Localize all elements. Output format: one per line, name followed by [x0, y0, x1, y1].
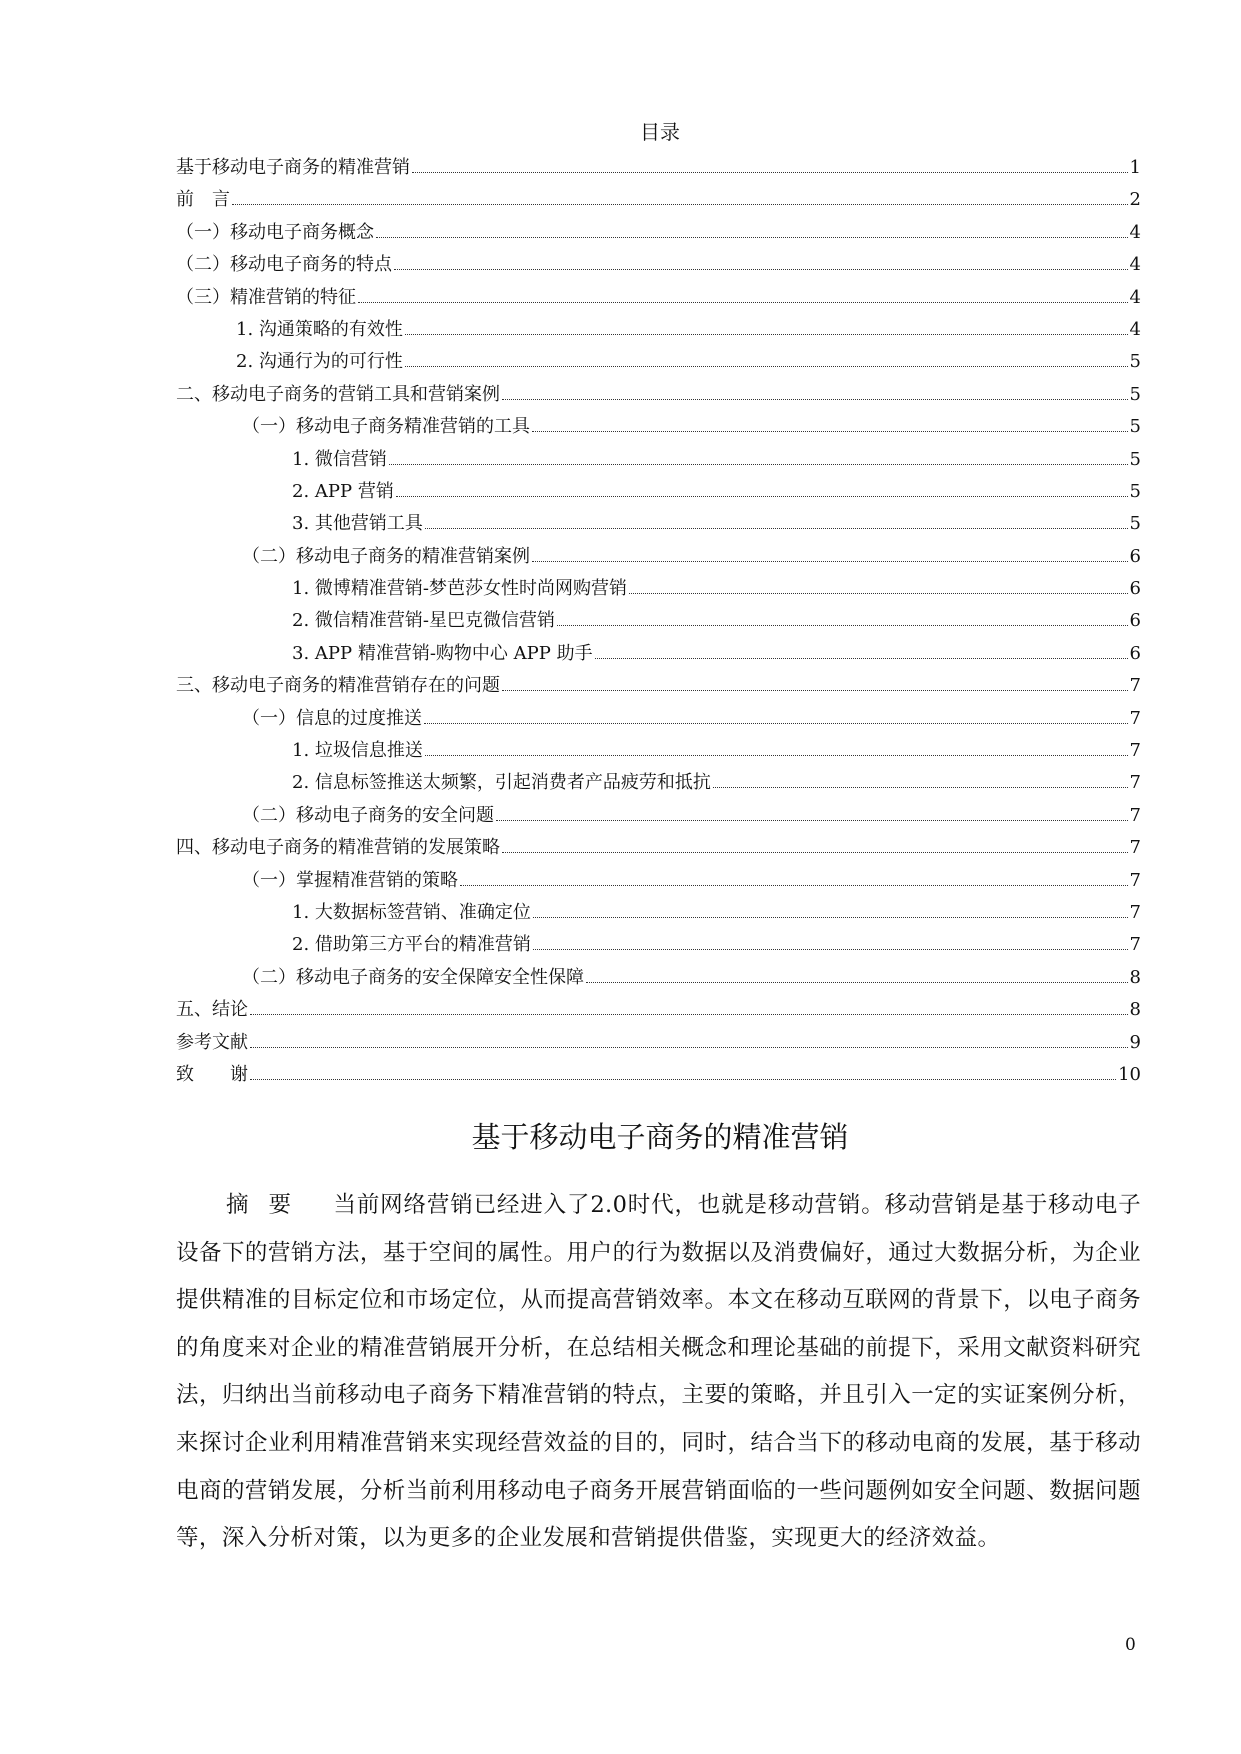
toc-entry-page: 5	[1129, 513, 1141, 535]
toc-dot-leader	[502, 851, 1128, 853]
toc-entry-label: 参考文献	[176, 1031, 248, 1053]
toc-dot-leader	[396, 495, 1128, 497]
toc-entry[interactable]	[176, 541, 1141, 573]
toc-entry-page: 6	[1129, 578, 1141, 600]
toc-entry[interactable]	[176, 508, 1141, 540]
toc-dot-leader	[502, 689, 1128, 691]
toc-dot-leader	[502, 398, 1128, 400]
toc-entry-page: 2	[1129, 189, 1141, 211]
toc-dot-leader	[425, 754, 1128, 756]
toc-dot-leader	[250, 1013, 1128, 1015]
toc-entry-page: 6	[1129, 610, 1141, 632]
toc-entry-page: 5	[1129, 351, 1141, 373]
toc-dot-leader	[394, 268, 1128, 270]
toc-entry-page: 5	[1129, 416, 1141, 438]
toc-entry[interactable]	[176, 411, 1141, 443]
toc-dot-leader	[405, 365, 1128, 367]
toc-entry-page: 7	[1129, 901, 1141, 923]
toc-entry-label: 3. 其他营销工具	[292, 513, 423, 535]
toc-entry[interactable]	[176, 1059, 1141, 1091]
toc-entry-label: 2. 借助第三方平台的精准营销	[292, 934, 531, 956]
toc-entry-label: （二）移动电子商务的精准营销案例	[242, 545, 530, 567]
toc-dot-leader	[533, 948, 1128, 950]
toc-entry-label: （三）精准营销的特征	[176, 286, 356, 308]
toc-dot-leader	[595, 657, 1128, 659]
toc-entry-label: 二、移动电子商务的营销工具和营销案例	[176, 383, 500, 405]
toc-entry[interactable]	[176, 379, 1141, 411]
toc-entry-page: 7	[1129, 772, 1141, 794]
toc-dot-leader	[532, 430, 1128, 432]
toc-title: 目录	[640, 120, 680, 144]
toc-entry[interactable]	[176, 800, 1141, 832]
toc-entry[interactable]	[176, 1027, 1141, 1059]
toc-entry-label: （二）移动电子商务的特点	[176, 254, 392, 276]
toc-dot-leader	[557, 624, 1128, 626]
toc-entry-label: 1. 微信营销	[292, 448, 387, 470]
toc-entry-page: 7	[1129, 707, 1141, 729]
toc-entry-label: （二）移动电子商务的安全保障安全性保障	[242, 966, 584, 988]
toc-entry-page: 7	[1129, 804, 1141, 826]
toc-dot-leader	[250, 1046, 1128, 1048]
toc-entry-page: 7	[1129, 740, 1141, 762]
toc-entry[interactable]	[176, 282, 1141, 314]
toc-entry[interactable]	[176, 929, 1141, 961]
toc-dot-leader	[460, 884, 1128, 886]
toc-dot-leader	[586, 981, 1128, 983]
toc-entry-label: 前 言	[176, 189, 230, 211]
toc-dot-leader	[629, 592, 1128, 594]
toc-entry-label: （一）移动电子商务精准营销的工具	[242, 416, 530, 438]
toc-entry-page: 10	[1118, 1063, 1141, 1085]
toc-entry-page: 4	[1129, 318, 1141, 340]
toc-entry-page: 7	[1129, 934, 1141, 956]
toc-entry-page: 4	[1129, 221, 1141, 243]
toc-entry-page: 5	[1129, 383, 1141, 405]
toc-entry[interactable]	[176, 994, 1141, 1026]
toc-dot-leader	[533, 916, 1128, 918]
toc-entry-page: 1	[1129, 157, 1141, 178]
toc-entry[interactable]	[176, 314, 1141, 346]
toc-entry[interactable]	[176, 249, 1141, 281]
toc-entry-page: 5	[1129, 480, 1141, 502]
toc-entry-label: （二）移动电子商务的安全问题	[242, 804, 494, 826]
toc-entry-page: 9	[1129, 1031, 1141, 1053]
toc-entry[interactable]	[176, 767, 1141, 799]
toc-entry-page: 5	[1129, 448, 1141, 470]
toc-entry-label: 1. 沟通策略的有效性	[236, 318, 403, 340]
toc-entry-label: （一）信息的过度推送	[242, 707, 422, 729]
toc-dot-leader	[376, 236, 1128, 238]
toc-entry[interactable]	[176, 217, 1141, 249]
toc-entry-label: 致 谢	[176, 1063, 248, 1085]
toc-entry[interactable]	[176, 476, 1141, 508]
page-number: 0	[1125, 1635, 1136, 1655]
toc-dot-leader	[496, 819, 1128, 821]
toc-dot-leader	[425, 527, 1128, 529]
toc-entry-label: 三、移动电子商务的精准营销存在的问题	[176, 675, 500, 697]
toc-entry-page: 7	[1129, 869, 1141, 891]
table-of-contents	[176, 152, 1141, 1091]
toc-entry[interactable]	[176, 832, 1141, 864]
toc-entry-label: （一）移动电子商务概念	[176, 221, 374, 243]
toc-entry[interactable]	[176, 638, 1141, 670]
toc-entry-page: 6	[1129, 545, 1141, 567]
toc-dot-leader	[232, 203, 1128, 205]
toc-entry-page: 6	[1129, 642, 1141, 664]
document-title: 基于移动电子商务的精准营销	[471, 1120, 849, 1154]
toc-entry[interactable]	[176, 573, 1141, 605]
toc-dot-leader	[250, 1078, 1116, 1080]
toc-entry[interactable]	[176, 670, 1141, 702]
toc-entry-label: 2. APP 营销	[292, 480, 394, 502]
toc-dot-leader	[713, 786, 1128, 788]
toc-entry-label: 2. 微信精准营销-星巴克微信营销	[292, 610, 555, 632]
toc-dot-leader	[412, 171, 1128, 173]
toc-entry-page: 4	[1129, 254, 1141, 276]
toc-entry-page: 8	[1129, 966, 1141, 988]
toc-entry-label: 2. 沟通行为的可行性	[236, 351, 403, 373]
toc-dot-leader	[358, 301, 1128, 303]
toc-entry-label: 基于移动电子商务的精准营销	[176, 157, 410, 178]
toc-entry[interactable]	[176, 962, 1141, 994]
toc-entry[interactable]	[176, 346, 1141, 378]
toc-entry[interactable]	[176, 444, 1141, 476]
toc-dot-leader	[424, 722, 1128, 724]
toc-entry[interactable]	[176, 703, 1141, 735]
toc-entry-label: 1. 微博精准营销-梦芭莎女性时尚网购营销	[292, 578, 627, 600]
toc-entry[interactable]	[176, 152, 1141, 184]
toc-entry-label: 四、移动电子商务的精准营销的发展策略	[176, 837, 500, 859]
abstract-text: 当前网络营销已经进入了2.0时代，也就是移动营销。移动营销是基于移动电子设备下的营销方法，基于空间的属性。用户的行为数据以及消费偏好，通过大数据分析，为企业提供精准的目标定位和市场定位，从而提高营销效率。本文在移动互联网的背景下，以电子商务的角度来对企业的精准营销展开分析，在总结相关概念和理论基础的前提下，采用文献资料研究法，归纳出当前移动电子商务下精准营销的特点，主要的策略，并且引入一定的实证案例分析，来探讨企业利用精准营销来实现经营效益的目的，同时，结合当下的移动电商的发展，基于移动电商的营销发展，分析当前利用移动电子商务开展营销面临的一些问题例如安全问题、数据问题等，深入分析对策，以为更多的企业发展和营销提供借鉴，实现更大的经济效益。	[176, 1192, 1141, 1552]
toc-entry[interactable]	[176, 865, 1141, 897]
toc-entry[interactable]	[176, 605, 1141, 637]
toc-entry-page: 8	[1129, 999, 1141, 1021]
toc-entry-label: 五、结论	[176, 999, 248, 1021]
toc-entry-page: 4	[1129, 286, 1141, 308]
toc-entry[interactable]	[176, 184, 1141, 216]
toc-entry[interactable]	[176, 735, 1141, 767]
toc-entry-label: （一）掌握精准营销的策略	[242, 869, 458, 891]
toc-entry-page: 7	[1129, 837, 1141, 859]
toc-entry-page: 7	[1129, 675, 1141, 697]
abstract-label: 摘要	[226, 1192, 312, 1218]
toc-entry-label: 3. APP 精准营销-购物中心 APP 助手	[292, 642, 593, 664]
toc-dot-leader	[405, 333, 1128, 335]
toc-entry-label: 1. 垃圾信息推送	[292, 740, 423, 762]
toc-entry-label: 1. 大数据标签营销、准确定位	[292, 901, 531, 923]
toc-dot-leader	[389, 463, 1128, 465]
toc-entry-label: 2. 信息标签推送太频繁，引起消费者产品疲劳和抵抗	[292, 772, 711, 794]
toc-entry[interactable]	[176, 897, 1141, 929]
toc-dot-leader	[532, 560, 1128, 562]
abstract-paragraph	[176, 1182, 1141, 1563]
